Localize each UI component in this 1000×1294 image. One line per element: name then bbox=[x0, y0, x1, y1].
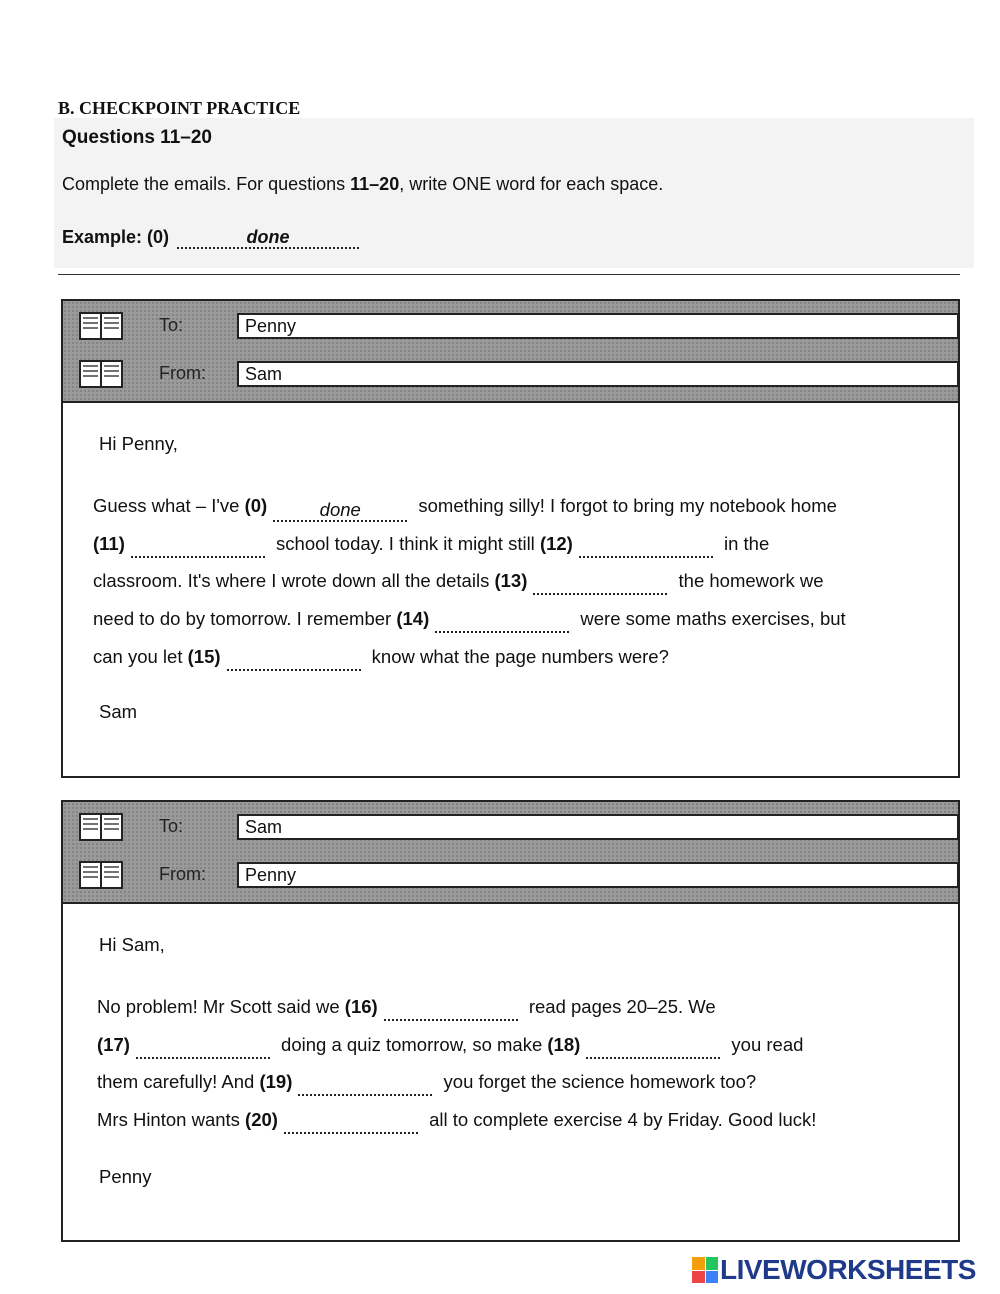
signature: Sam bbox=[99, 701, 138, 722]
example-label: Example: (0) bbox=[62, 227, 170, 247]
from-field: Sam bbox=[237, 361, 959, 387]
book-icon bbox=[79, 311, 123, 341]
text-line bbox=[93, 638, 943, 676]
logo-mark-icon bbox=[692, 1257, 718, 1283]
text: Mrs Hinton wants bbox=[97, 1109, 246, 1131]
greeting: Hi Penny, bbox=[99, 433, 178, 454]
answer-20-input[interactable] bbox=[284, 1114, 418, 1134]
text: know what the page numbers were? bbox=[366, 645, 669, 667]
text-line bbox=[93, 487, 943, 525]
example-answer: done bbox=[177, 227, 359, 249]
text: the homework we bbox=[673, 570, 824, 592]
logo-square bbox=[706, 1271, 719, 1284]
text: need to do by tomorrow. I remember bbox=[93, 608, 397, 630]
question-number: (16) bbox=[344, 996, 378, 1017]
question-number: (11) bbox=[93, 532, 125, 554]
email-paragraph bbox=[97, 988, 947, 1139]
logo-square bbox=[692, 1271, 705, 1284]
divider bbox=[58, 274, 960, 275]
instructions-post: , write ONE word for each space. bbox=[399, 174, 664, 194]
section-title: B. CHECKPOINT PRACTICE bbox=[58, 98, 301, 118]
text-line bbox=[93, 562, 943, 600]
answer-13-input[interactable] bbox=[533, 575, 667, 595]
text: can you let bbox=[93, 645, 188, 667]
greeting: Hi Sam, bbox=[99, 934, 165, 955]
from-row bbox=[63, 852, 958, 900]
answer-11-input[interactable] bbox=[131, 538, 265, 558]
text: were some maths exercises, but bbox=[575, 608, 846, 630]
instructions-pre: Complete the emails. For questions bbox=[62, 174, 351, 194]
question-number: (12) bbox=[539, 532, 573, 554]
to-field: Penny bbox=[237, 313, 959, 339]
text-line bbox=[97, 1063, 947, 1101]
email-header bbox=[63, 301, 958, 403]
question-number: (18) bbox=[547, 1033, 581, 1055]
text: in the bbox=[718, 532, 770, 554]
text: you read bbox=[726, 1033, 804, 1055]
liveworksheets-logo bbox=[692, 1255, 976, 1285]
instructions bbox=[62, 174, 663, 195]
email-sam-to-penny bbox=[61, 299, 960, 778]
logo-square bbox=[706, 1257, 719, 1270]
question-number: (15) bbox=[187, 645, 221, 667]
logo-square bbox=[692, 1257, 705, 1270]
text: doing a quiz tomorrow, so make bbox=[275, 1033, 548, 1055]
book-icon bbox=[79, 359, 123, 389]
text: classroom. It's where I wrote down all the details bbox=[93, 570, 495, 592]
question-number: (17) bbox=[97, 1033, 130, 1055]
to-label: To: bbox=[159, 315, 184, 335]
answer-14-input[interactable] bbox=[435, 613, 569, 633]
answer-16-input[interactable] bbox=[384, 1001, 518, 1021]
answer-17-input[interactable] bbox=[136, 1039, 270, 1059]
answer-15-input[interactable] bbox=[227, 651, 361, 671]
logo-text: LIVEWORKSHEETS bbox=[720, 1254, 976, 1285]
instructions-range: 11–20 bbox=[350, 174, 400, 194]
email-paragraph bbox=[93, 487, 943, 676]
text: Guess what – I've bbox=[93, 495, 245, 516]
email-penny-to-sam bbox=[61, 800, 960, 1242]
to-row bbox=[63, 804, 958, 852]
signature: Penny bbox=[99, 1166, 152, 1187]
question-number: (13) bbox=[494, 570, 528, 592]
from-row bbox=[63, 351, 958, 399]
text-line bbox=[93, 600, 943, 638]
text: all to complete exercise 4 by Friday. Good luck! bbox=[423, 1109, 817, 1131]
answer-18-input[interactable] bbox=[586, 1039, 720, 1059]
text: No problem! Mr Scott said we bbox=[97, 996, 345, 1017]
text-line bbox=[97, 988, 947, 1026]
book-icon bbox=[79, 812, 123, 842]
book-icon bbox=[79, 860, 123, 890]
email-header bbox=[63, 802, 958, 904]
question-number: (20) bbox=[245, 1109, 278, 1131]
text-line bbox=[97, 1026, 947, 1064]
answer-19-input[interactable] bbox=[298, 1076, 432, 1096]
text: read pages 20–25. We bbox=[523, 996, 716, 1017]
question-number: (0) bbox=[244, 495, 268, 516]
text: them carefully! And bbox=[97, 1071, 260, 1093]
question-number: (14) bbox=[396, 608, 430, 630]
text: something silly! I forgot to bring my notebook home bbox=[413, 495, 837, 516]
to-row bbox=[63, 303, 958, 351]
from-label: From: bbox=[159, 864, 206, 884]
from-field: Penny bbox=[237, 862, 959, 888]
example bbox=[62, 227, 359, 249]
text-line bbox=[97, 1101, 947, 1139]
to-label: To: bbox=[159, 816, 184, 836]
answer-0: done bbox=[273, 500, 407, 522]
question-number: (19) bbox=[259, 1071, 293, 1093]
answer-12-input[interactable] bbox=[579, 538, 713, 558]
questions-heading: Questions 11–20 bbox=[62, 127, 212, 148]
to-field: Sam bbox=[237, 814, 959, 840]
text-line bbox=[93, 525, 943, 563]
text: school today. I think it might still bbox=[270, 532, 540, 554]
text: you forget the science homework too? bbox=[438, 1071, 757, 1093]
from-label: From: bbox=[159, 363, 206, 383]
